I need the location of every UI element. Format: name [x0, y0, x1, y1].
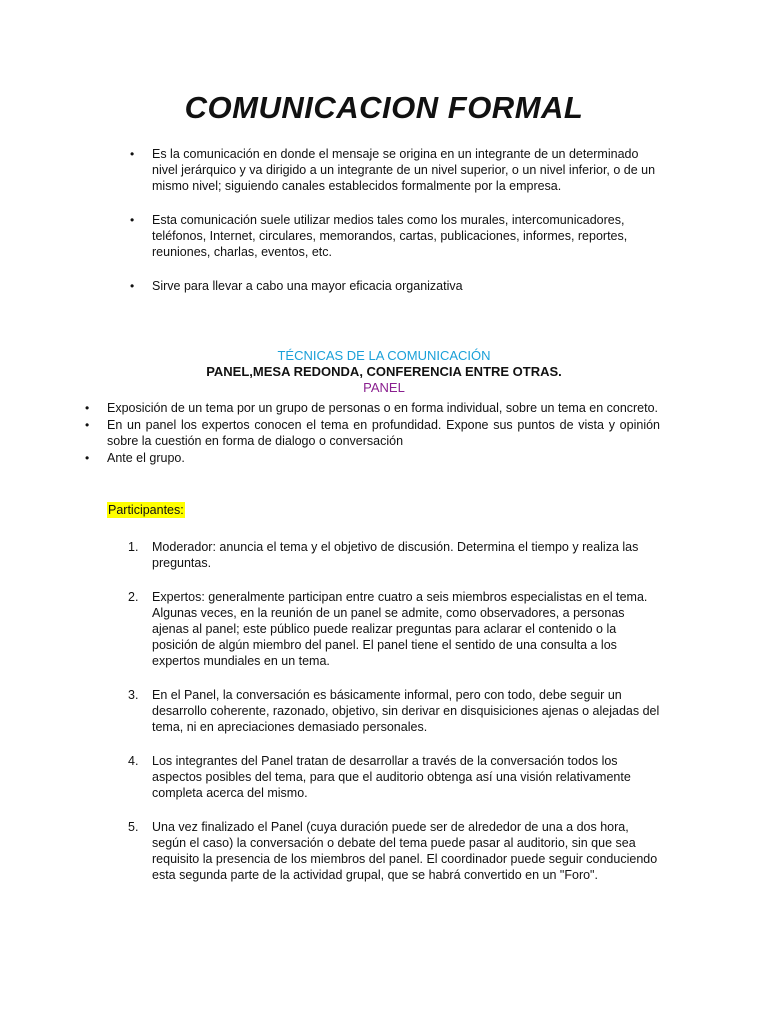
list-item: [128, 539, 662, 571]
list-item-text: Moderador: anuncia el tema y el objetivo de discusión. Determina el tiempo y realiza las preguntas.: [152, 540, 639, 570]
panel-subheading: PANEL,MESA REDONDA, CONFERENCIA ENTRE OTRAS.: [206, 364, 562, 379]
bullet-icon: •: [130, 279, 135, 293]
intro-bullet-list: [130, 146, 662, 312]
list-item: [130, 146, 662, 194]
list-number: 4.: [128, 754, 139, 768]
list-item-text: Expertos: generalmente participan entre cuatro a seis miembros especialistas en el tema. Algunas veces, en la reunión de un panel se admite, como observadores, a personas ajenas al panel; este público puede realizar preguntas para aclarar el contenido o la posición de algún miembro del panel. El panel tiene el sentido de una consulta a los expertos mundiales en un tema.: [152, 590, 648, 668]
list-item-text: Esta comunicación suele utilizar medios tales como los murales, intercomunicadores, teléfonos, Internet, circulares, memorandos, cartas, publicaciones, informes, reportes, reuniones, charlas, eventos, etc.: [152, 213, 628, 259]
list-item: [128, 753, 662, 801]
list-item: [130, 212, 662, 260]
list-item-text: En un panel los expertos conocen el tema en profundidad. Expone sus puntos de vista y opinión sobre la cuestión en forma de dialogo o conversación: [107, 418, 660, 448]
bullet-icon: •: [130, 147, 135, 161]
bullet-icon: •: [85, 451, 90, 465]
list-number: 2.: [128, 590, 139, 604]
list-item-text: Exposición de un tema por un grupo de personas o en forma individual, sobre un tema en concreto.: [107, 401, 659, 415]
bullet-icon: •: [85, 401, 90, 415]
bullet-icon: •: [130, 213, 135, 227]
participants-label: Participantes:: [108, 503, 184, 517]
list-item: [85, 400, 660, 416]
list-item: [130, 278, 662, 294]
list-item-text: En el Panel, la conversación es básicamente informal, pero con todo, debe seguir un desarrollo coherente, razonado, objetivo, sin derivar en disquisiciones ajenas o alejadas del tema, ni en apreciaciones demasiado personales.: [152, 688, 660, 734]
bullet-icon: •: [85, 418, 90, 432]
list-number: 5.: [128, 820, 139, 834]
document-title: COMUNICACION FORMAL: [184, 90, 584, 125]
list-number: 3.: [128, 688, 139, 702]
participants-numbered-list: [128, 539, 662, 901]
panel-bullet-list: [85, 400, 660, 467]
list-item-text: Ante el grupo.: [107, 451, 185, 465]
list-number: 1.: [128, 540, 139, 554]
techniques-heading-block: [0, 348, 768, 396]
techniques-heading: TÉCNICAS DE LA COMUNICACIÓN: [277, 348, 491, 363]
list-item-text: Sirve para llevar a cabo una mayor eficacia organizativa: [152, 279, 463, 293]
panel-heading: PANEL: [363, 380, 405, 395]
list-item: [85, 450, 660, 466]
list-item: [128, 819, 662, 883]
list-item-text: Es la comunicación en donde el mensaje se origina en un integrante de un determinado nivel jerárquico y va dirigido a un integrante de un nivel superior, o un nivel inferior, o de un mismo nivel; siguiendo canales establecidos formalmente por la empresa.: [152, 147, 656, 193]
list-item: [128, 589, 662, 669]
list-item: [85, 417, 660, 449]
list-item-text: Una vez finalizado el Panel (cuya duración puede ser de alrededor de una a dos hora, según el caso) la conversación o debate del tema puede pasar al auditorio, sin que sea requisito la presencia de los miembros del panel. El coordinador puede seguir conduciendo esta segunda parte de la actividad grupal, que se habrá convertido en un "Foro".: [152, 820, 658, 882]
list-item: [128, 687, 662, 735]
list-item-text: Los integrantes del Panel tratan de desarrollar a través de la conversación todos los aspectos posibles del tema, para que el auditorio obtenga así una visión relativamente completa acerca del mismo.: [152, 754, 631, 800]
